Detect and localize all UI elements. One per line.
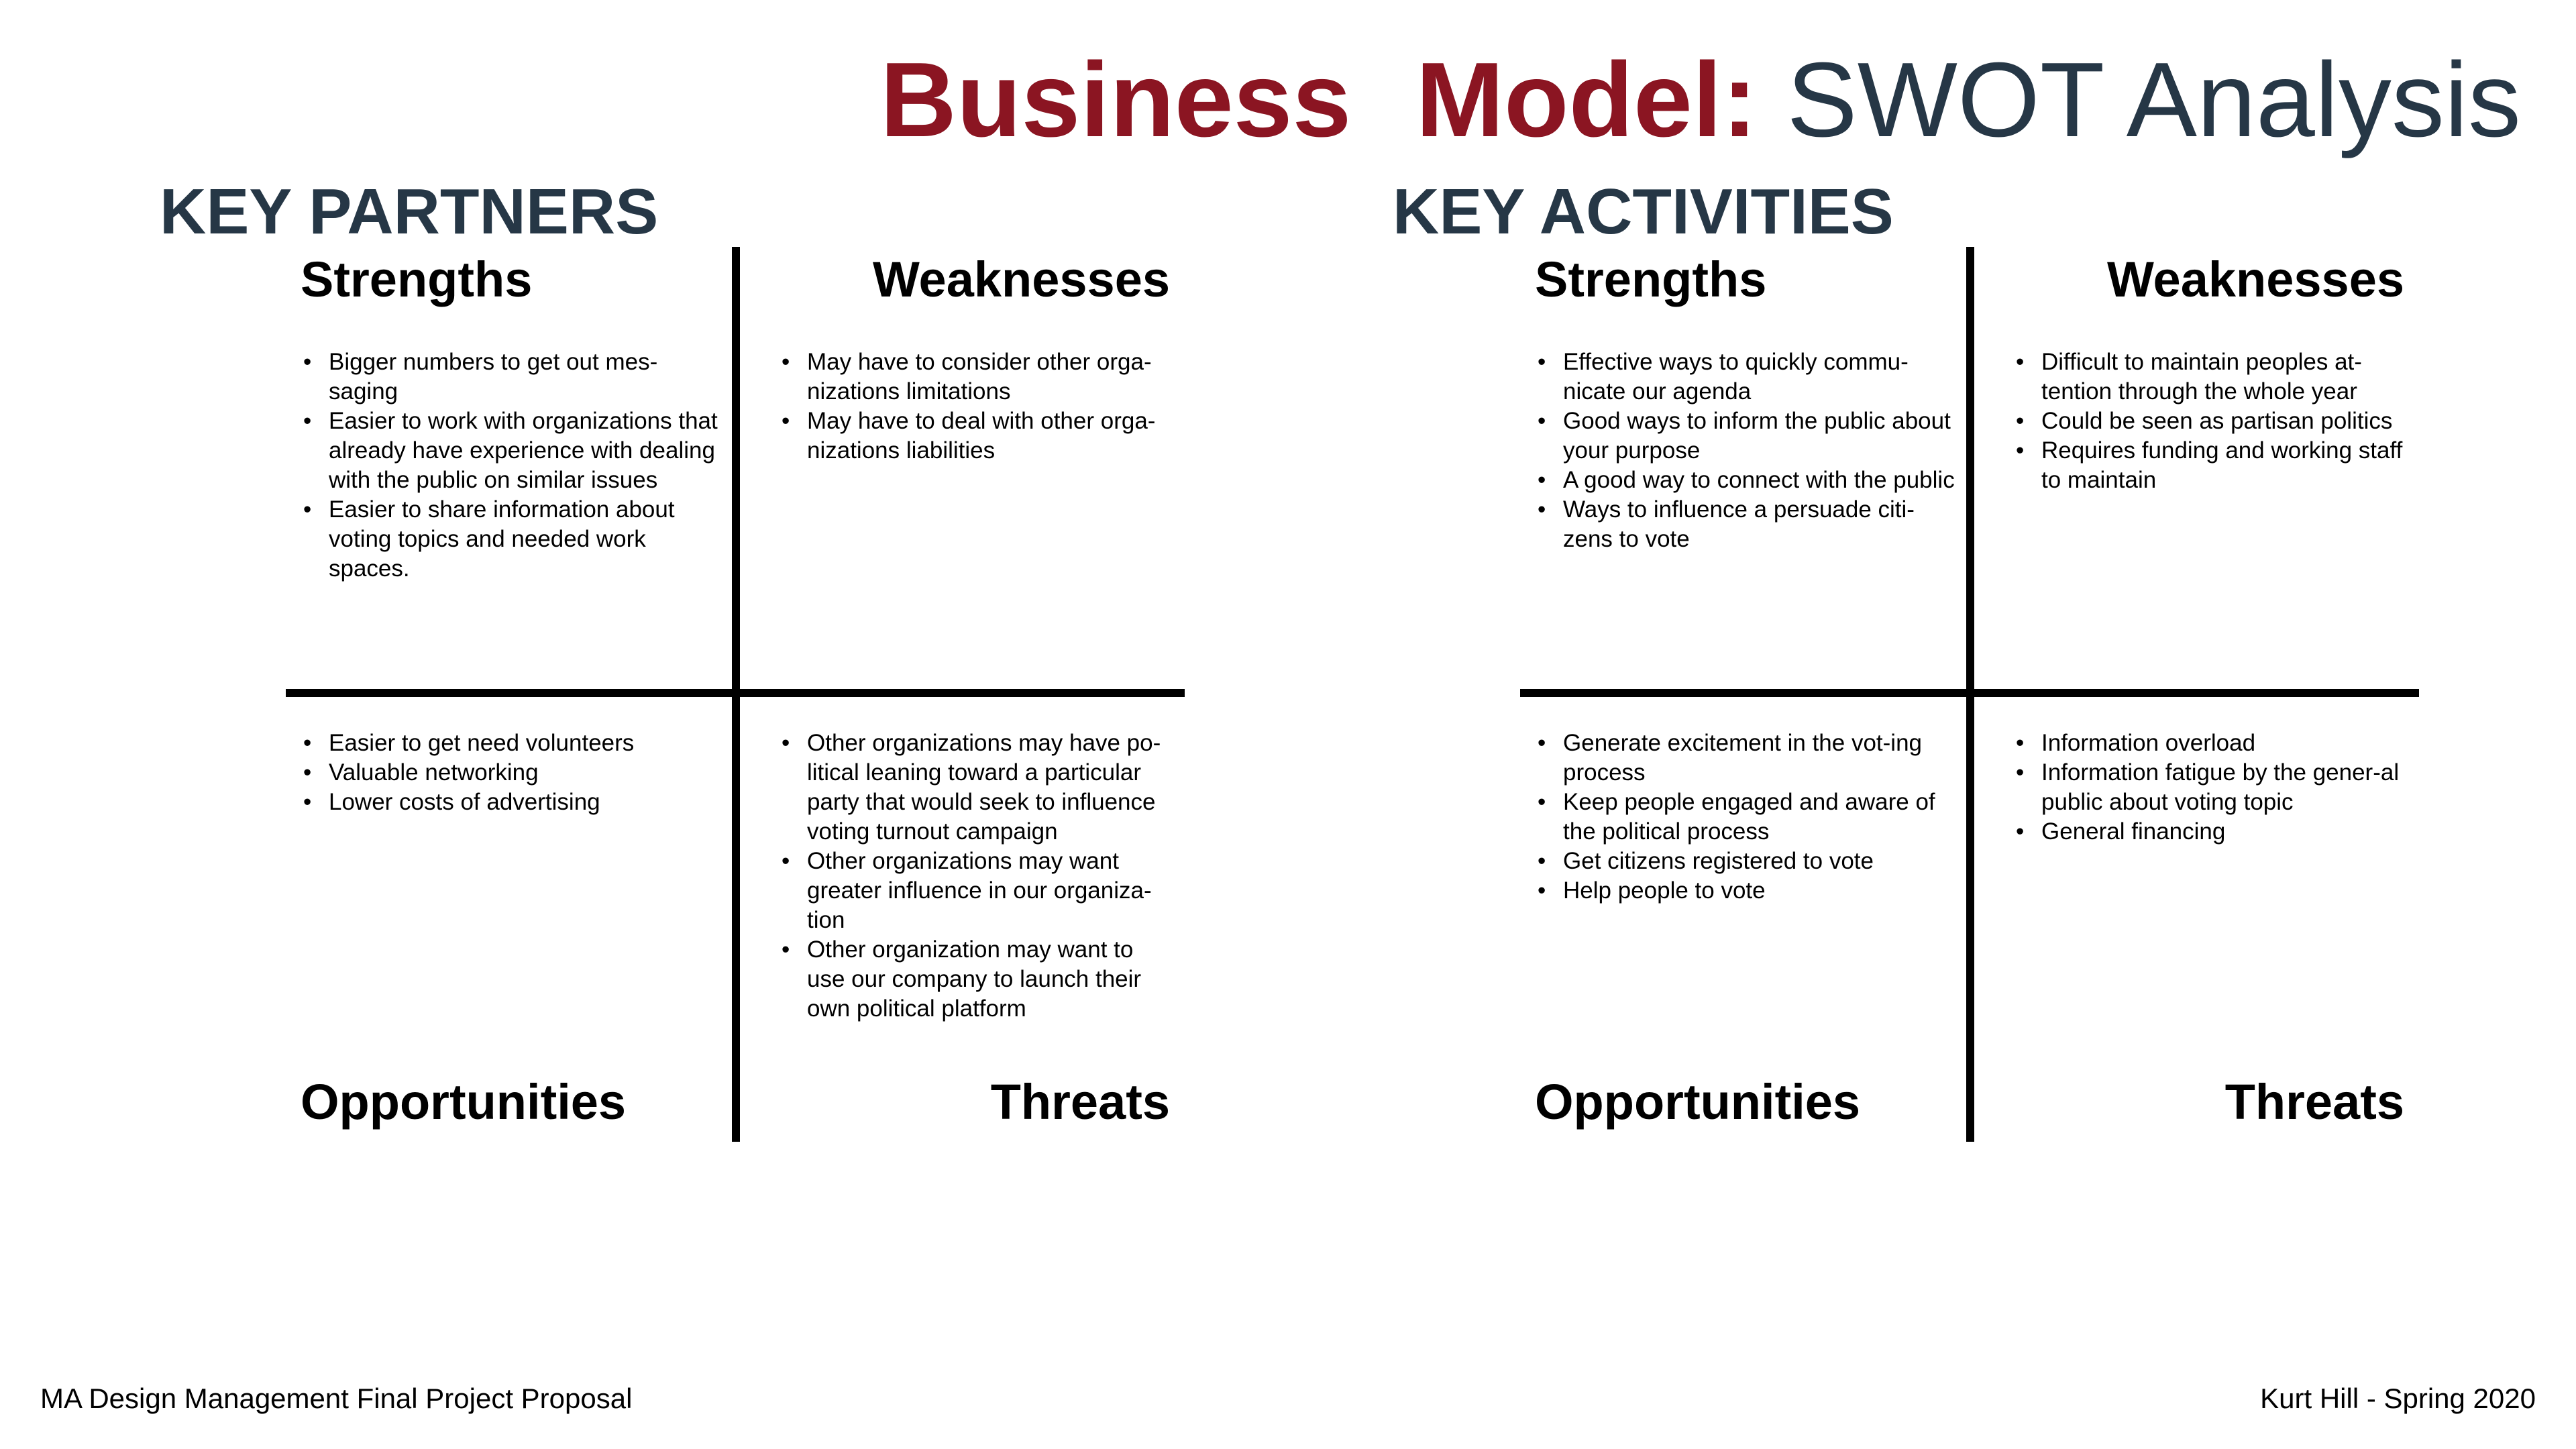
footer-author-label: Kurt Hill - Spring 2020 (2260, 1383, 2536, 1414)
list-item: • Other organizations may have po-litical leaning toward a particular party that would seek to influence voting turnout campaign (779, 729, 1175, 847)
quadrant-label-opportunities: Opportunities (301, 1074, 627, 1130)
list-item: • Easier to share information about voting topics and needed work spaces. (301, 495, 722, 584)
page-title (879, 41, 2521, 159)
opportunities-list (301, 729, 722, 817)
swot-grid-key-activities (1520, 247, 2419, 1142)
weaknesses-list (779, 347, 1175, 466)
list-item: • Help people to vote (1535, 876, 1956, 906)
list-item: • Easier to get need volunteers (301, 729, 722, 758)
list-item: • A good way to connect with the public (1535, 466, 1956, 495)
list-item: • May have to deal with other orga-nizations liabilities (779, 407, 1175, 466)
list-item: • Other organizations may want greater influence in our organiza-tion (779, 847, 1175, 935)
swot-grid-key-partners (286, 247, 1185, 1142)
page-title-word-business: Business (879, 41, 1352, 159)
list-item: • General financing (2013, 817, 2409, 847)
list-item: • Generate excitement in the vot-ing process (1535, 729, 1956, 788)
list-item: • Information fatigue by the gener-al public about voting topic (2013, 758, 2409, 817)
list-item: • Get citizens registered to vote (1535, 847, 1956, 876)
list-item: • Information overload (2013, 729, 2409, 758)
footer-project-label: MA Design Management Final Project Proposal (40, 1383, 633, 1414)
page-title-word-model: Model: (1415, 41, 1758, 159)
strengths-list (301, 347, 722, 584)
list-item: • Valuable networking (301, 758, 722, 788)
section-heading-key-activities: KEY ACTIVITIES (1393, 176, 1894, 248)
quadrant-label-weaknesses: Weaknesses (2107, 252, 2404, 307)
quadrant-label-weaknesses: Weaknesses (873, 252, 1170, 307)
opportunities-list (1535, 729, 1956, 906)
page-title-word-swot: SWOT Analysis (1786, 41, 2521, 159)
quadrant-label-strengths: Strengths (301, 252, 533, 307)
list-item: • Bigger numbers to get out mes-saging (301, 347, 722, 407)
quadrant-label-threats: Threats (990, 1074, 1170, 1130)
list-item: • Effective ways to quickly commu-nicate our agenda (1535, 347, 1956, 407)
list-item: • Other organization may want to use our company to launch their own political platform (779, 935, 1175, 1024)
list-item: • Ways to influence a persuade citi-zens to vote (1535, 495, 1956, 554)
list-item: • Could be seen as partisan politics (2013, 407, 2409, 436)
list-item: • Good ways to inform the public about your purpose (1535, 407, 1956, 466)
strengths-list (1535, 347, 1956, 554)
section-heading-key-partners: KEY PARTNERS (160, 176, 659, 248)
list-item: • May have to consider other orga-nizations limitations (779, 347, 1175, 407)
list-item: • Difficult to maintain peoples at-tention through the whole year (2013, 347, 2409, 407)
quadrant-label-threats: Threats (2224, 1074, 2404, 1130)
list-item: • Keep people engaged and aware of the political process (1535, 788, 1956, 847)
list-item: • Easier to work with organizations that already have experience with dealing with the public on similar issues (301, 407, 722, 495)
list-item: • Requires funding and working staff to maintain (2013, 436, 2409, 495)
threats-list (2013, 729, 2409, 847)
quadrant-label-opportunities: Opportunities (1535, 1074, 1861, 1130)
weaknesses-list (2013, 347, 2409, 495)
swot-divider-horizontal (286, 689, 1185, 697)
threats-list (779, 729, 1175, 1024)
list-item: • Lower costs of advertising (301, 788, 722, 817)
quadrant-label-strengths: Strengths (1535, 252, 1767, 307)
swot-divider-horizontal (1520, 689, 2419, 697)
